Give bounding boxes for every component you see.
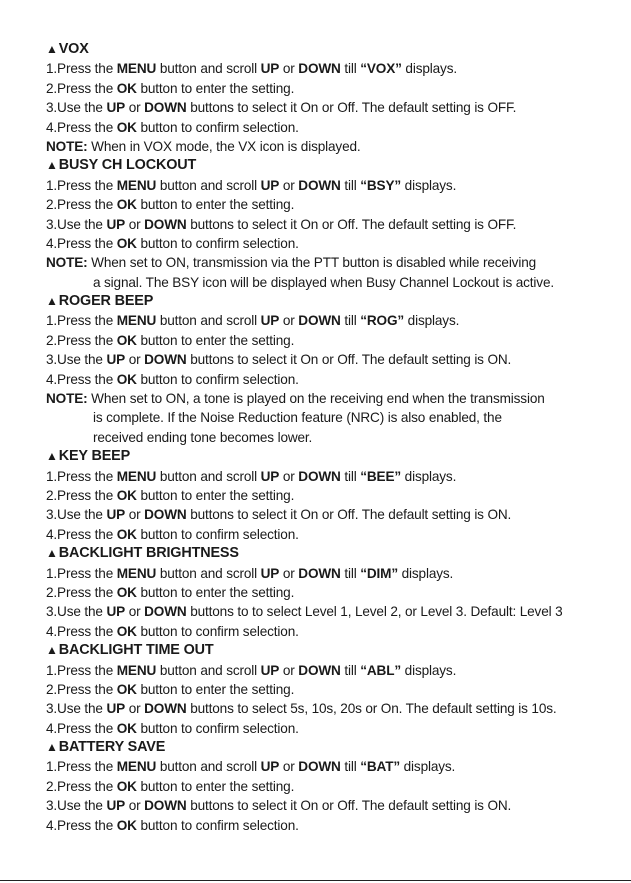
text-run: buttons to select it On or Off. The default setting is ON. [186,352,512,368]
triangle-up-icon: ▲ [46,546,58,561]
section [46,738,626,835]
step-line [46,350,626,369]
text-run: displays. [401,177,457,193]
text-run: till [340,565,361,581]
text-run: 3.Use the [46,216,107,232]
text-run: buttons to select it On or Off. The default setting is ON. [186,507,512,523]
text-run: or [279,468,299,484]
triangle-up-icon: ▲ [46,643,58,658]
section [46,156,626,292]
text-run: 4.Press the [46,817,117,833]
text-run: button to enter the setting. [136,487,295,503]
step-line [46,370,626,389]
bold-term: DOWN [144,701,187,717]
bold-term: OK [116,526,137,542]
text-run: 1.Press the [46,759,117,775]
bold-term: OK [116,371,137,387]
text-run: 3.Use the [46,604,107,620]
step-line [46,118,626,137]
text-run: button to enter the setting. [136,778,295,794]
text-run: button to confirm selection. [136,119,299,135]
text-run: or [125,798,145,814]
bold-term: OK [116,119,137,135]
text-run: 1.Press the [46,662,117,678]
text-run: till [340,759,361,775]
text-run: displays. [400,759,456,775]
bold-term: DOWN [298,759,341,775]
bold-term: DOWN [144,352,187,368]
text-run: 1.Press the [46,61,117,77]
text-run: 1.Press the [46,468,117,484]
bold-term: “BSY” [360,177,402,193]
note-line [46,389,626,408]
bold-term: DOWN [144,798,187,814]
section-heading [46,544,626,563]
step-line [46,59,626,78]
text-run: button to confirm selection. [136,817,299,833]
text-run: or [125,507,145,523]
bold-term: NOTE: [46,391,88,407]
bold-term: DOWN [298,313,341,329]
bold-term: OK [116,80,137,96]
text-run: buttons to select it On or Off. The default setting is ON. [186,798,512,814]
bold-term: UP [260,61,280,77]
text-run: displays. [401,662,457,678]
bold-term: OK [116,817,137,833]
section-title: BATTERY SAVE [58,739,166,756]
bold-term: UP [106,798,126,814]
bold-term: UP [260,313,280,329]
text-run: 2.Press the [46,80,117,96]
text-run: or [279,313,299,329]
text-run: 1.Press the [46,565,117,581]
text-run: or [279,759,299,775]
text-run: 3.Use the [46,352,107,368]
text-run: When set to ON, a tone is played on the receiving end when the transmission [87,391,545,407]
text-run: button to confirm selection. [136,371,299,387]
bold-term: MENU [116,61,157,77]
text-run: When set to ON, transmission via the PTT button is disabled while receiving [87,255,537,271]
bold-term: DOWN [144,604,187,620]
bold-term: MENU [116,313,157,329]
manual-page [46,40,626,835]
text-run: buttons to select it On or Off. The default setting is OFF. [186,216,517,232]
bold-term: “VOX” [360,61,402,77]
text-run: button and scroll [156,468,261,484]
bold-term: OK [116,681,137,697]
step-line [46,602,626,621]
section-heading [46,738,626,757]
text-run: displays. [401,61,457,77]
text-run: 4.Press the [46,623,117,639]
section-title: BACKLIGHT TIME OUT [58,642,214,659]
text-run: button and scroll [156,759,261,775]
bold-term: UP [106,701,126,717]
step-line [46,234,626,253]
text-run: button to confirm selection. [136,235,299,251]
step-line [46,176,626,195]
text-run: 2.Press the [46,584,117,600]
bold-term: UP [106,216,126,232]
text-run: button to confirm selection. [136,623,299,639]
bold-term: DOWN [298,61,341,77]
text-run: till [340,61,361,77]
bold-term: OK [116,235,137,251]
text-run: button to confirm selection. [136,526,299,542]
text-run: button to enter the setting. [136,332,295,348]
bold-term: “ABL” [360,662,402,678]
section [46,40,626,156]
bold-term: UP [260,662,280,678]
step-line [46,699,626,718]
text-run: or [125,604,145,620]
step-line [46,777,626,796]
bold-term: DOWN [144,216,187,232]
step-line [46,525,626,544]
step-line [46,486,626,505]
section-title: ROGER BEEP [58,293,154,310]
step-line [46,622,626,641]
section [46,544,626,641]
note-continuation [46,408,626,427]
text-run: buttons to select 5s, 10s, 20s or On. The default setting is 10s. [186,701,557,717]
text-run: 3.Use the [46,507,107,523]
section-heading [46,40,626,59]
text-run: received ending tone becomes lower. [93,429,313,445]
step-line [46,564,626,583]
text-run: When in VOX mode, the VX icon is displayed. [87,138,361,154]
bold-term: NOTE: [46,255,88,271]
text-run: button to enter the setting. [136,681,295,697]
text-run: buttons to select it On or Off. The default setting is OFF. [186,100,517,116]
text-run: 3.Use the [46,100,107,116]
text-run: 4.Press the [46,119,117,135]
text-run: button to enter the setting. [136,197,295,213]
text-run: or [279,61,299,77]
triangle-up-icon: ▲ [46,740,58,755]
text-run: button and scroll [156,61,261,77]
bold-term: OK [116,584,137,600]
text-run: 2.Press the [46,778,117,794]
section-title: KEY BEEP [58,448,131,465]
step-line [46,583,626,602]
bold-term: UP [106,604,126,620]
note-line [46,137,626,156]
text-run: button and scroll [156,662,261,678]
note-continuation [46,273,626,292]
bold-term: MENU [116,565,157,581]
bold-term: OK [116,487,137,503]
text-run: displays. [404,313,460,329]
step-line [46,98,626,117]
text-run: or [125,352,145,368]
text-run: or [125,216,145,232]
bold-term: “ROG” [360,313,405,329]
step-line [46,796,626,815]
text-run: till [340,313,361,329]
text-run: 2.Press the [46,487,117,503]
text-run: 2.Press the [46,332,117,348]
text-run: button and scroll [156,177,261,193]
section-title: BACKLIGHT BRIGHTNESS [58,545,239,562]
step-line [46,79,626,98]
note-line [46,253,626,272]
section-heading [46,641,626,660]
bold-term: UP [106,352,126,368]
bold-term: OK [116,332,137,348]
bold-term: UP [260,759,280,775]
note-continuation [46,428,626,447]
bold-term: UP [260,177,280,193]
bold-term: “BAT” [360,759,401,775]
text-run: displays. [398,565,454,581]
step-line [46,331,626,350]
text-run: a signal. The BSY icon will be displayed when Busy Channel Lockout is active. [93,274,554,290]
text-run: button and scroll [156,313,261,329]
section [46,292,626,447]
text-run: or [279,662,299,678]
text-run: 2.Press the [46,197,117,213]
footer-rule [0,880,631,881]
bold-term: MENU [116,662,157,678]
bold-term: UP [106,100,126,116]
text-run: 3.Use the [46,798,107,814]
step-line [46,757,626,776]
text-run: button to enter the setting. [136,584,295,600]
text-run: or [279,565,299,581]
text-run: or [279,177,299,193]
text-run: till [340,177,361,193]
step-line [46,505,626,524]
section-title: BUSY CH LOCKOUT [58,157,197,174]
bold-term: MENU [116,468,157,484]
bold-term: DOWN [144,507,187,523]
section-title: VOX [58,41,89,57]
bold-term: MENU [116,177,157,193]
text-run: or [125,701,145,717]
bold-term: DOWN [298,662,341,678]
text-run: button to confirm selection. [136,720,299,736]
text-run: displays. [401,468,457,484]
text-run: 4.Press the [46,235,117,251]
text-run: 4.Press the [46,371,117,387]
text-run: button to enter the setting. [136,80,295,96]
step-line [46,215,626,234]
step-line [46,680,626,699]
bold-term: OK [116,720,137,736]
step-line [46,467,626,486]
text-run: or [125,100,145,116]
bold-term: “BEE” [360,468,402,484]
step-line [46,816,626,835]
bold-term: DOWN [144,100,187,116]
step-line [46,661,626,680]
bold-term: NOTE: [46,138,88,154]
bold-term: DOWN [298,565,341,581]
step-line [46,719,626,738]
section-heading [46,447,626,466]
bold-term: DOWN [298,468,341,484]
step-line [46,195,626,214]
triangle-up-icon: ▲ [46,158,58,173]
section-heading [46,156,626,175]
bold-term: OK [116,623,137,639]
text-run: 4.Press the [46,526,117,542]
bold-term: UP [260,565,280,581]
text-run: 4.Press the [46,720,117,736]
text-run: till [340,468,361,484]
triangle-up-icon: ▲ [46,42,58,56]
text-run: buttons to to select Level 1, Level 2, or Level 3. Default: Level 3 [186,604,563,620]
text-run: 2.Press the [46,681,117,697]
triangle-up-icon: ▲ [46,449,58,464]
bold-term: “DIM” [360,565,398,581]
text-run: 1.Press the [46,313,117,329]
triangle-up-icon: ▲ [46,294,58,309]
bold-term: DOWN [298,177,341,193]
bold-term: UP [106,507,126,523]
text-run: 1.Press the [46,177,117,193]
text-run: till [340,662,361,678]
text-run: button and scroll [156,565,261,581]
bold-term: UP [260,468,280,484]
step-line [46,311,626,330]
text-run: 3.Use the [46,701,107,717]
section [46,641,626,738]
text-run: is complete. If the Noise Reduction feature (NRC) is also enabled, the [93,410,502,426]
section [46,447,626,544]
bold-term: MENU [116,759,157,775]
bold-term: OK [116,778,137,794]
bold-term: OK [116,197,137,213]
section-heading [46,292,626,311]
